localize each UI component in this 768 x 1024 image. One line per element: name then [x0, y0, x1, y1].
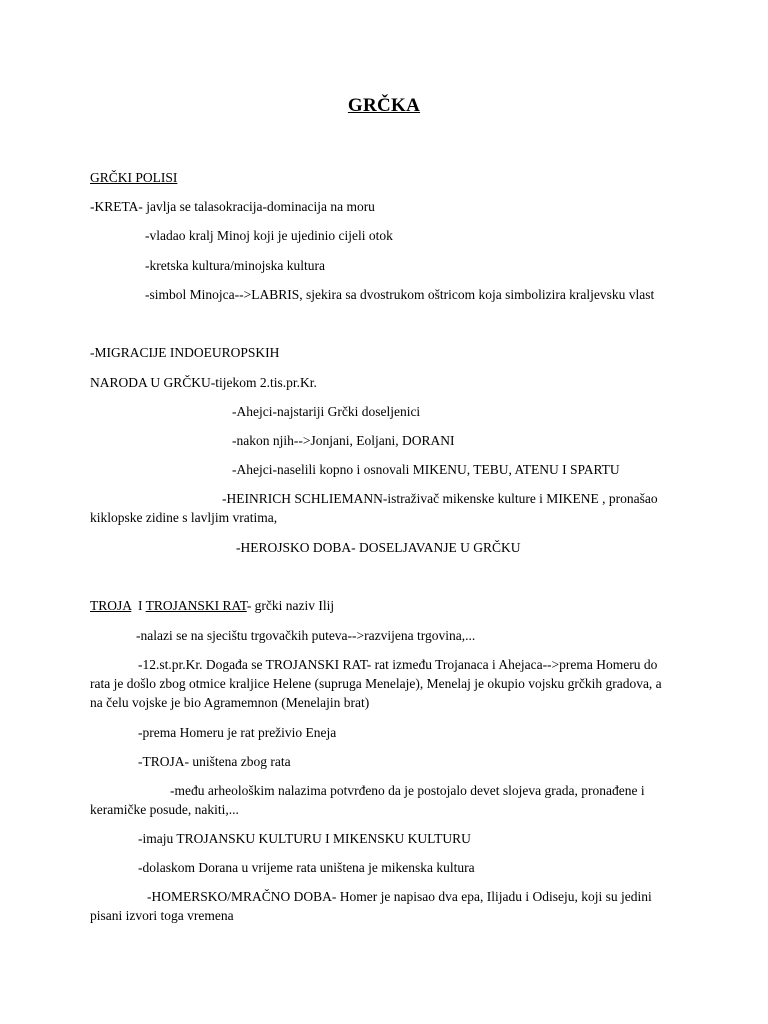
heading-troja-rest: - grčki naziv Ilij: [246, 598, 335, 613]
page-title: GRČKA: [347, 95, 421, 116]
line-trojanska-kultura: -imaju TROJANSKU KULTURU I MIKENSKU KULTURU: [138, 831, 471, 846]
paragraph-arheoloski-nalazi: [90, 781, 676, 819]
line-herojsko-doba: -HEROJSKO DOBA- DOSELJAVANJE U GRČKU: [236, 540, 521, 555]
line-labris: -simbol Minojca-->LABRIS, sjekira sa dvostrukom oštricom koja simbolizira kraljevsku vlast: [145, 287, 655, 302]
line-ahejci-doseljenici: -Ahejci-najstariji Grčki doseljenici: [232, 404, 421, 419]
arheoloski-rest: keramičke posude, nakiti,...: [90, 802, 239, 817]
line-naroda-u-grcku: NARODA U GRČKU-tijekom 2.tis.pr.Kr.: [90, 375, 317, 390]
heading-troja: [90, 596, 334, 615]
line-kreta: -KRETA- javlja se talasokracija-dominacija na moru: [90, 199, 375, 214]
paragraph-homersko-doba: [90, 887, 676, 925]
heading-troja-part2: TROJANSKI RAT: [145, 598, 247, 613]
line-ahejci-kopno: -Ahejci-naselili kopno i osnovali MIKENU, TEBU, ATENU I SPARTU: [232, 462, 620, 477]
line-kretska-kultura: -kretska kultura/minojska kultura: [145, 258, 325, 273]
trojanski-rat-line3: na čelu vojske je bio Agramemnon (Menelajin brat): [90, 695, 370, 710]
arheoloski-first: -među arheološkim nalazima potvrđeno da je postojalo devet slojeva grada, pronađene i: [170, 783, 645, 798]
schliemann-first-line: -HEINRICH SCHLIEMANN-istraživač mikenske kulture i MIKENE , pronašao: [222, 491, 658, 506]
line-troja-unistena: -TROJA- uništena zbog rata: [138, 754, 291, 769]
schliemann-rest: kiklopske zidine s lavljim vratima,: [90, 510, 278, 525]
line-migracije: -MIGRACIJE INDOEUROPSKIH: [90, 345, 280, 360]
homersko-rest: pisani izvori toga vremena: [90, 908, 234, 923]
line-sjeciste-puteva: -nalazi se na sjecištu trgovačkih puteva-->razvijena trgovina,...: [136, 628, 476, 643]
paragraph-trojanski-rat: [90, 655, 676, 712]
paragraph-schliemann: [90, 489, 676, 527]
heading-troja-part1: TROJA: [90, 598, 132, 613]
line-eneja: -prema Homeru je rat preživio Eneja: [138, 725, 337, 740]
homersko-first: -HOMERSKO/MRAČNO DOBA- Homer je napisao dva epa, Ilijadu i Odiseju, koji su jedini: [147, 889, 652, 904]
line-jonjani-eoljani: -nakon njih-->Jonjani, Eoljani, DORANI: [232, 433, 455, 448]
line-minoj: -vladao kralj Minoj koji je ujedinio cijeli otok: [145, 228, 393, 243]
trojanski-rat-first: -12.st.pr.Kr. Događa se TROJANSKI RAT- rat između Trojanaca i Ahejaca-->prema Homeru do: [138, 657, 658, 672]
heading-troja-sep: I: [131, 598, 146, 613]
line-dolazak-dorana: -dolaskom Dorana u vrijeme rata uništena je mikenska kultura: [138, 860, 475, 875]
trojanski-rat-line2: rata je došlo zbog otmice kraljice Helene (supruga Menelaje), Menelaj je okupio vojsku grčkih gradova, a: [90, 676, 662, 691]
heading-grcki-polisi: GRČKI POLISI: [90, 170, 178, 185]
